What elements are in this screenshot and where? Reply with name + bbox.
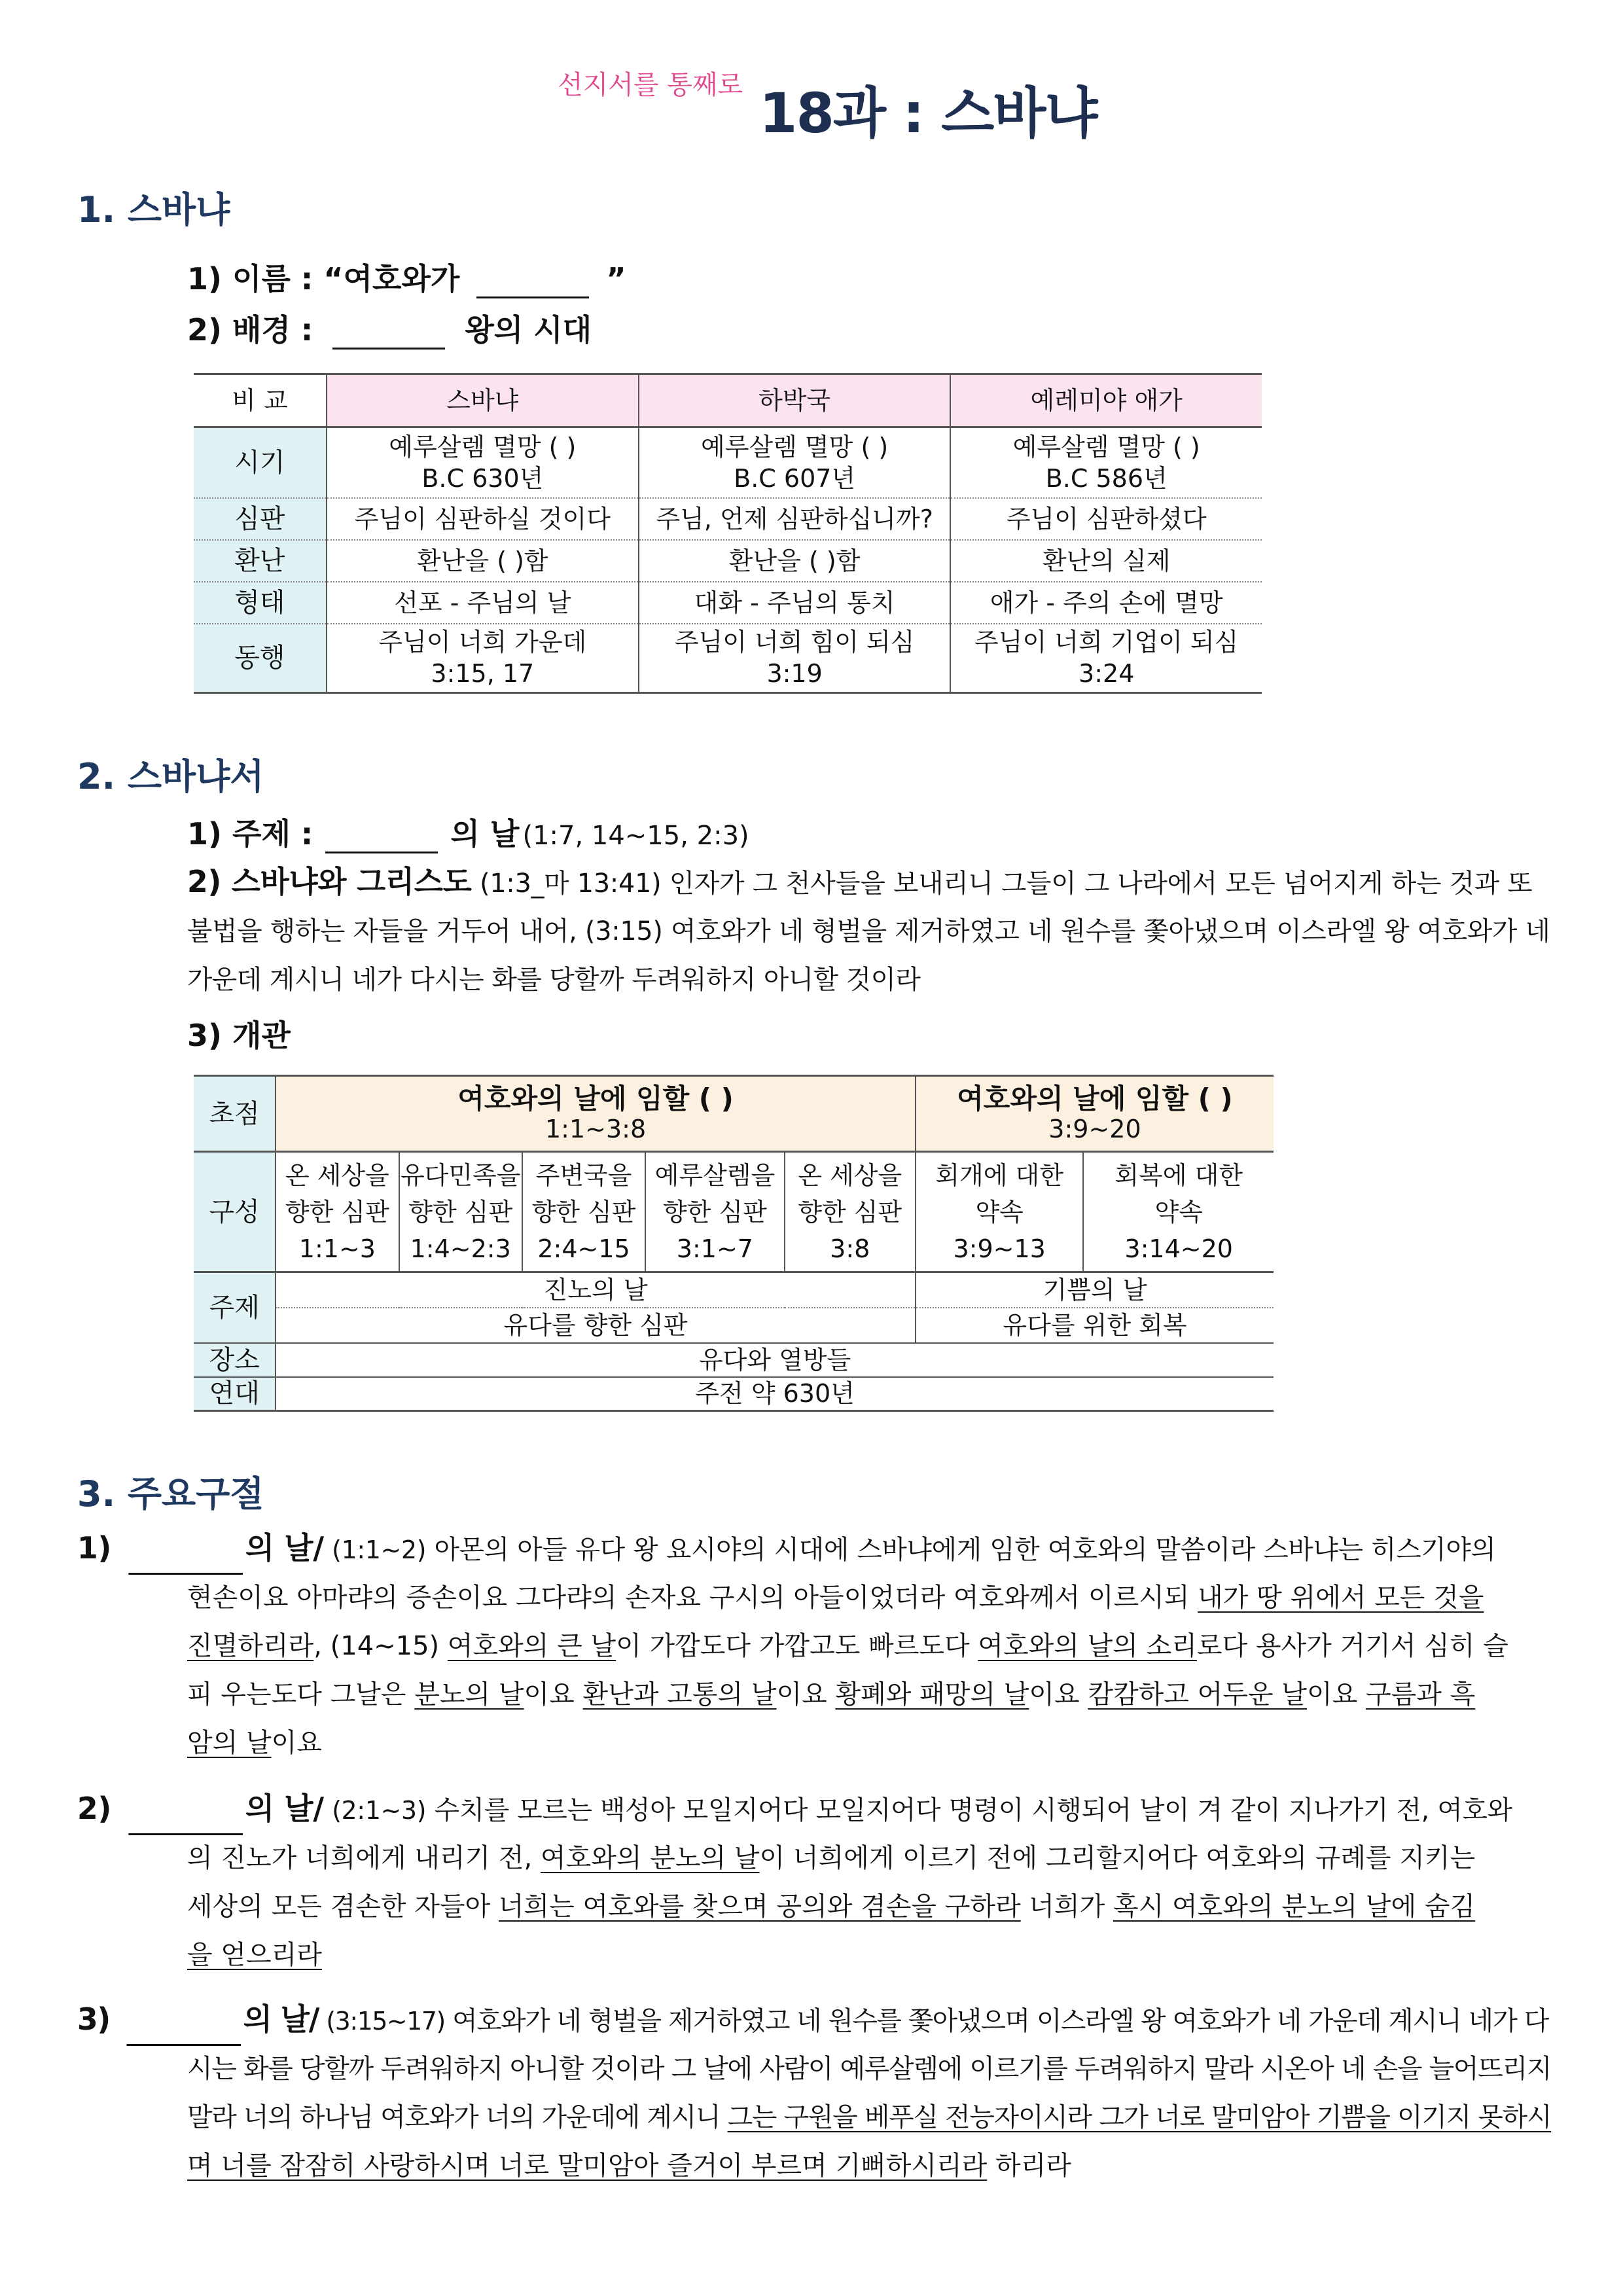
page-title: 18과 : 스바냐 bbox=[759, 81, 1097, 145]
focus-cell: 여호와의 날에 임할 ( ) 3:9~20 bbox=[916, 1076, 1274, 1152]
table-cell: 환난을 ( )함 bbox=[639, 540, 951, 582]
christ-line-1 bbox=[187, 857, 1551, 908]
christ-text: (1:3_마 13:41) 인자가 그 천사들을 보내리니 그들이 그 나라에서 모든 넘어지게 하는 것과 또 bbox=[480, 869, 1533, 899]
table-cell: 주님이 너희 힘이 되심 3:19 bbox=[639, 624, 951, 693]
section2-heading: 2. 스바냐서 bbox=[77, 756, 264, 797]
table-cell: 선포 - 주님의 날 bbox=[327, 582, 639, 624]
christ-line-2: 불법을 행하는 자들을 거두어 내어, (3:15) 여호와가 네 형벌을 제거하였고 네 원수를 쫓아냈으며 이스라엘 왕 여호와가 네 bbox=[187, 916, 1550, 946]
structure-cell: 회개에 대한 약속 3:9~13 bbox=[916, 1152, 1083, 1272]
subject-cell: 진노의 날 bbox=[276, 1272, 916, 1308]
table-cell: 주님, 언제 심판하십니까? bbox=[639, 498, 951, 540]
table-header: 비 교 bbox=[194, 374, 327, 427]
verse-2-line-3: 세상의 모든 겸손한 자들아 너희는 여호와를 찾으며 공의와 겸손을 구하라 너희가 혹시 여호와의 분노의 날에 숨김 bbox=[187, 1892, 1476, 1922]
background-blank bbox=[332, 348, 445, 350]
subject-cell: 유다를 위한 회복 bbox=[916, 1308, 1274, 1343]
name-tail: ” bbox=[606, 261, 626, 296]
section1-heading: 1. 스바냐 bbox=[77, 189, 230, 230]
verse-2-line-1: 2) 의 날/ (2:1~3) 수치를 모르는 백성아 모일지어다 모일지어다 명령이 시행되어 날이 겨 같이 지나가기 전, 여호와 bbox=[77, 1784, 1551, 1835]
focus-cell: 여호와의 날에 임할 ( ) 1:1~3:8 bbox=[276, 1076, 916, 1152]
table-cell: 예루살렘 멸망 ( ) B.C 586년 bbox=[950, 427, 1262, 498]
place-cell: 유다와 열방들 bbox=[276, 1343, 1274, 1377]
verse-3-line-2: 시는 화를 당할까 두려워하지 아니할 것이라 그 날에 사람이 예루살렘에 이르기를 두려워하지 말라 시온아 네 손을 늘어뜨리지 bbox=[187, 2054, 1552, 2084]
structure-cell: 유다민족을 향한 심판 1:4~2:3 bbox=[399, 1152, 522, 1272]
structure-cell: 회복에 대한 약속 3:14~20 bbox=[1083, 1152, 1274, 1272]
verse-1-line-3: 진멸하리라, (14~15) 여호와의 큰 날이 가깝도다 가깝고도 빠르도다 여호와의 날의 소리로다 용사가 거기서 심히 슬 bbox=[187, 1631, 1508, 1661]
theme-blank bbox=[325, 852, 438, 853]
verse-1-line-4: 피 우는도다 그날은 분노의 날이요 환난과 고통의 날이요 황폐와 패망의 날이요 캄캄하고 어두운 날이요 구름과 흑 bbox=[187, 1679, 1476, 1710]
table-cell: 대화 - 주님의 통치 bbox=[639, 582, 951, 624]
structure-cell: 온 세상을 향한 심판 1:1~3 bbox=[276, 1152, 399, 1272]
table-cell: 주님이 너희 기업이 되심 3:24 bbox=[950, 624, 1262, 693]
background-tail: 왕의 시대 bbox=[465, 312, 592, 348]
table-cell: 주님이 심판하실 것이다 bbox=[327, 498, 639, 540]
christ-line-3: 가운데 계시니 네가 다시는 화를 당할까 두려워하지 아니할 것이라 bbox=[187, 965, 921, 995]
date-label: 연대 bbox=[194, 1377, 276, 1411]
table-cell: 예루살렘 멸망 ( ) B.C 630년 bbox=[327, 427, 639, 498]
background-line bbox=[187, 306, 592, 350]
name-line bbox=[187, 255, 626, 298]
table-cell: 예루살렘 멸망 ( ) B.C 607년 bbox=[639, 427, 951, 498]
theme-label: 1) 주제 : bbox=[187, 816, 313, 852]
row-label: 심판 bbox=[194, 498, 327, 540]
place-label: 장소 bbox=[194, 1343, 276, 1377]
subject-label: 주제 bbox=[194, 1272, 276, 1343]
christ-label: 2) 스바냐와 그리스도 bbox=[187, 864, 472, 899]
structure-cell: 온 세상을 향한 심판 3:8 bbox=[785, 1152, 916, 1272]
verse-1-line-2: 현손이요 아마랴의 증손이요 그다랴의 손자요 구시의 아들이었더라 여호와께서 이르시되 내가 땅 위에서 모든 것을 bbox=[187, 1583, 1484, 1613]
subject-cell: 기쁨의 날 bbox=[916, 1272, 1274, 1308]
table-cell: 주님이 너희 가운데 3:15, 17 bbox=[327, 624, 639, 693]
row-label: 형태 bbox=[194, 582, 327, 624]
overview-label: 3) 개관 bbox=[187, 1018, 291, 1053]
name-label: 1) 이름 : “여호와가 bbox=[187, 261, 460, 296]
structure-cell: 주변국을 향한 심판 2:4~15 bbox=[522, 1152, 645, 1272]
verse-2-line-4: 을 얻으리라 bbox=[187, 1940, 322, 1970]
verse-1-line-5: 암의 날이요 bbox=[187, 1728, 322, 1758]
verse-3-line-1: 3) 의 날/ (3:15~17) 여호와가 네 형벌을 제거하였고 네 원수를 쫓아냈으며 이스라엘 왕 여호와가 네 가운데 계시니 네가 다 bbox=[77, 1995, 1551, 2046]
theme-line bbox=[187, 810, 749, 853]
theme-ref: (1:7, 14~15, 2:3) bbox=[522, 821, 749, 851]
row-label: 동행 bbox=[194, 624, 327, 693]
background-label: 2) 배경 : bbox=[187, 312, 313, 348]
table-header: 하박국 bbox=[639, 374, 951, 427]
structure-label: 구성 bbox=[194, 1152, 276, 1272]
verse-3-line-4: 며 너를 잠잠히 사랑하시며 너로 말미암아 즐거이 부르며 기뻐하시리라 하리라 bbox=[187, 2151, 1071, 2181]
table-cell: 주님이 심판하셨다 bbox=[950, 498, 1262, 540]
table-cell: 애가 - 주의 손에 멸망 bbox=[950, 582, 1262, 624]
comparison-table bbox=[194, 373, 1262, 694]
structure-cell: 예루살렘을 향한 심판 3:1~7 bbox=[645, 1152, 784, 1272]
verse-1-line-1: 1) 의 날/ (1:1~2) 아몬의 아들 유다 왕 요시야의 시대에 스바냐에게 임한 여호와의 말씀이라 스바냐는 히스기야의 bbox=[77, 1524, 1551, 1575]
date-cell: 주전 약 630년 bbox=[276, 1377, 1274, 1411]
overview-table bbox=[194, 1075, 1274, 1412]
theme-mid: 의 날 bbox=[450, 816, 520, 852]
subject-cell: 유다를 향한 심판 bbox=[276, 1308, 916, 1343]
section3-heading: 3. 주요구절 bbox=[77, 1473, 264, 1515]
table-cell: 환난을 ( )함 bbox=[327, 540, 639, 582]
focus-label: 초점 bbox=[194, 1076, 276, 1152]
name-blank bbox=[476, 296, 589, 298]
table-cell: 환난의 실제 bbox=[950, 540, 1262, 582]
row-label: 환난 bbox=[194, 540, 327, 582]
table-header: 예레미야 애가 bbox=[950, 374, 1262, 427]
row-label: 시기 bbox=[194, 427, 327, 498]
table-header: 스바냐 bbox=[327, 374, 639, 427]
series-label: 선지서를 통째로 bbox=[558, 70, 743, 100]
verse-3-line-3: 말라 너의 하나님 여호와가 너의 가운데에 계시니 그는 구원을 베푸실 전능자이시라 그가 너로 말미암아 기쁨을 이기지 못하시 bbox=[187, 2102, 1552, 2132]
verse-2-line-2: 의 진노가 너희에게 내리기 전, 여호와의 분노의 날이 너희에게 이르기 전에 그리할지어다 여호와의 규례를 지키는 bbox=[187, 1843, 1476, 1873]
